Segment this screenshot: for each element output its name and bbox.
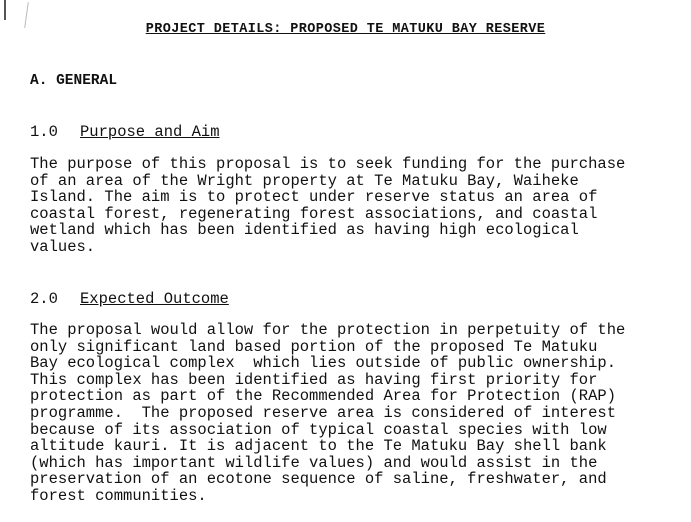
- text-line: coastal forest, regenerating forest associations, and coastal: [30, 204, 598, 223]
- subsection-label: Purpose and Aim: [80, 123, 220, 141]
- scan-artifact-mark: [4, 0, 6, 20]
- paragraph-purpose: [30, 156, 625, 256]
- subsection-heading-purpose: [30, 123, 220, 141]
- subsection-number: 2.0: [30, 290, 58, 308]
- subsection-number: 1.0: [30, 123, 58, 141]
- text-line: (which has important wildlife values) and would assist in the: [30, 453, 598, 472]
- text-line: programme. The proposed reserve area is considered of interest: [30, 403, 616, 422]
- paragraph-outcome: [30, 322, 625, 505]
- text-line: altitude kauri. It is adjacent to the Te Matuku Bay shell bank: [30, 437, 607, 456]
- text-line: protection as part of the Recommended Area for Protection (RAP): [30, 387, 616, 406]
- document-title: PROJECT DETAILS: PROPOSED TE MATUKU BAY RESERVE: [145, 22, 546, 37]
- text-line: The proposal would allow for the protection in perpetuity of the: [30, 321, 626, 339]
- text-line: values.: [30, 237, 96, 256]
- text-line: Bay ecological complex which lies outside of public ownership.: [30, 354, 616, 373]
- text-line: of an area of the Wright property at Te Matuku Bay, Waiheke: [30, 171, 579, 190]
- text-line: The purpose of this proposal is to seek funding for the purchase: [30, 155, 626, 173]
- subsection-label: Expected Outcome: [80, 290, 229, 308]
- text-line: only significant land based portion of the proposed Te Matuku: [30, 337, 598, 356]
- text-line: forest communities.: [30, 486, 207, 505]
- text-line: because of its association of typical coastal species with low: [30, 420, 607, 439]
- text-line: Island. The aim is to protect under reserve status an area of: [30, 188, 598, 207]
- subsection-heading-outcome: [30, 290, 229, 308]
- text-line: This complex has been identified as having first priority for: [30, 370, 598, 389]
- text-line: preservation of an ecotone sequence of saline, freshwater, and: [30, 470, 607, 489]
- text-line: wetland which has been identified as having high ecological: [30, 221, 579, 240]
- section-heading-general: A. GENERAL: [30, 73, 118, 89]
